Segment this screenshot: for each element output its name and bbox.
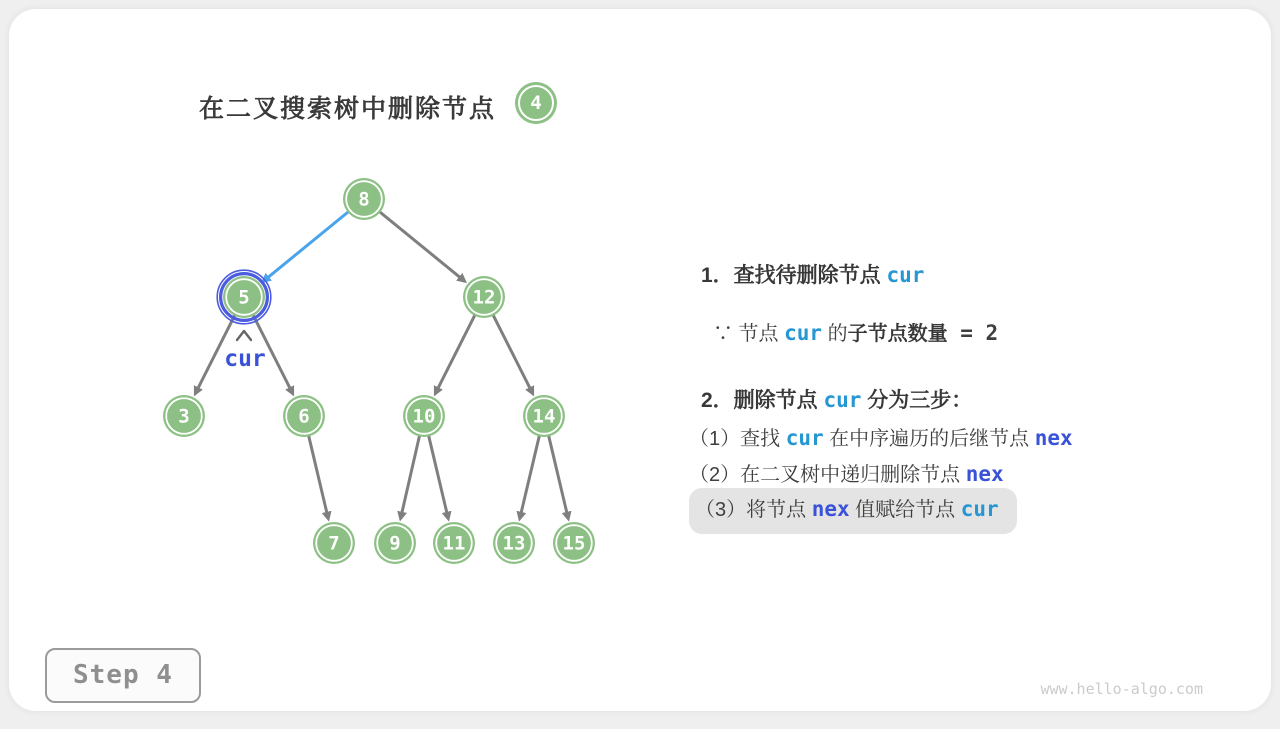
step2-sub1 xyxy=(689,422,1073,455)
slide-card xyxy=(8,8,1272,712)
step1-reason-segment: = 2 xyxy=(947,321,999,345)
explanation-panel xyxy=(689,9,1249,729)
svg-text:6: 6 xyxy=(298,405,310,428)
svg-text:9: 9 xyxy=(389,532,401,555)
step2-sub3-segment: cur xyxy=(960,497,999,521)
cur-pointer-label: cur xyxy=(224,346,266,372)
svg-text:10: 10 xyxy=(412,405,436,428)
step-count-badge-number: 4 xyxy=(530,92,542,114)
tree-node-8 xyxy=(343,178,385,220)
step2-heading-segment: cur xyxy=(823,388,862,412)
svg-text:8: 8 xyxy=(358,188,370,211)
step1-reason-segment: 的 xyxy=(822,323,848,345)
svg-text:3: 3 xyxy=(178,405,190,428)
step2-sub3 xyxy=(689,488,1017,534)
step-indicator: Step 4 xyxy=(45,648,201,703)
tree-edge-8-12 xyxy=(379,211,465,281)
svg-text:7: 7 xyxy=(328,532,340,555)
tree-node-10 xyxy=(403,395,445,437)
step2-heading-segment: 2．删除节点 xyxy=(701,389,824,412)
step1-reason-segment: 子节点数量 xyxy=(847,323,948,345)
tree-node-15 xyxy=(553,522,595,564)
tree-node-11 xyxy=(433,522,475,564)
tree-edge-14-13 xyxy=(520,434,540,518)
step2-heading-segment: 分为三步： xyxy=(861,389,973,412)
step2-sub2-segment: nex xyxy=(965,462,1004,486)
step2-sub2 xyxy=(689,458,1004,491)
tree-node-9 xyxy=(374,522,416,564)
step2-sub3-segment: （3）将节点 xyxy=(695,499,812,521)
step1-reason-segment: cur xyxy=(784,321,823,345)
step2-heading xyxy=(701,384,972,417)
tree-node-3 xyxy=(163,395,205,437)
svg-text:5: 5 xyxy=(238,286,250,309)
tree-node-7 xyxy=(313,522,355,564)
cur-pointer-caret-icon xyxy=(237,331,251,340)
tree-edge-12-10 xyxy=(435,314,475,394)
step2-sub1-segment: nex xyxy=(1034,426,1073,450)
step2-sub1-segment: 在中序遍历的后继节点 xyxy=(823,428,1035,450)
step1-reason xyxy=(713,317,998,350)
tree-node-5 xyxy=(217,270,271,324)
step2-sub2-segment: （2）在二叉树中递归删除节点 xyxy=(689,464,966,486)
step2-sub3-segment: nex xyxy=(811,497,850,521)
step1-heading-segment: cur xyxy=(886,263,925,287)
tree-node-12 xyxy=(463,276,505,318)
svg-text:12: 12 xyxy=(472,286,496,309)
step1-reason-segment: ∵ 节点 xyxy=(713,323,785,345)
tree-edge-10-9 xyxy=(401,435,420,519)
svg-text:11: 11 xyxy=(442,532,466,555)
page-title: 在二叉搜索树中删除节点 xyxy=(199,95,497,123)
step2-sub1-segment: cur xyxy=(785,426,824,450)
tree-edge-6-7 xyxy=(308,434,328,518)
watermark-url: www.hello-algo.com xyxy=(1040,680,1203,698)
tree-edge-12-14 xyxy=(493,314,533,394)
step2-sub1-segment: （1）查找 xyxy=(689,428,786,450)
svg-text:15: 15 xyxy=(562,532,586,555)
tree-node-13 xyxy=(493,522,535,564)
svg-text:13: 13 xyxy=(502,532,526,555)
tree-edge-14-15 xyxy=(548,434,568,518)
step2-sub3-segment: 值赋给节点 xyxy=(849,499,961,521)
tree-node-6 xyxy=(283,395,325,437)
svg-text:14: 14 xyxy=(532,405,556,428)
tree-node-14 xyxy=(523,395,565,437)
tree-edge-8-5 xyxy=(263,211,349,281)
tree-edge-10-11 xyxy=(428,434,448,518)
step1-heading xyxy=(701,259,924,292)
step1-heading-segment: 1．查找待删除节点 xyxy=(701,264,887,287)
